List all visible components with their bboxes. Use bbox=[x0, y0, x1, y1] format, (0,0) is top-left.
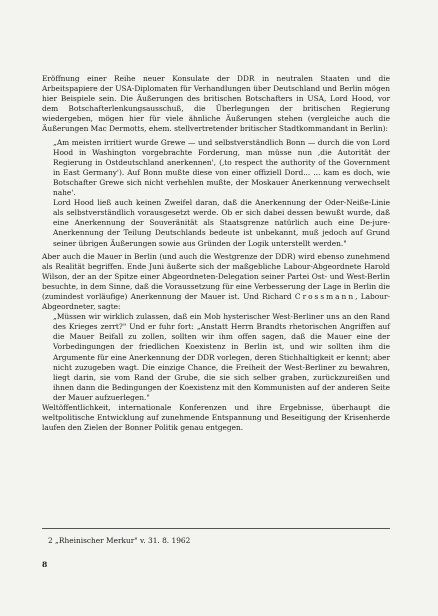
paragraph-1: Eröffnung einer Reihe neuer Konsulate der DDR in neutralen Staaten und die Arbeitspapiere der USA-Diplomaten für Verhandlungen über Deutschland und Berlin mögen hier Beispiele sein. Die Äußerungen des britischen Botschafters in USA, Lord Hood, vor dem Botschafterlenkungsausschuß, die Überlegungen der britischen Regierung wiedergeben, mögen hier für viele ähnliche Äußerungen stehen (vergleiche auch die Äußerungen Mac Dermotts, ehem. stellvertretender britischer Stadtkommandant in Berlin): bbox=[42, 74, 390, 134]
paragraph-3: Weltöffentlichkeit, internationale Konferenzen und ihre Ergebnisse, überhaupt die weltpolitische Entwicklung auf zunehmende Entspannung und Beseitigung der Krisenherde laufen den Zielen der Bonner Politik genau entgegen. bbox=[42, 403, 390, 433]
footnote: 2 „Rheinischer Merkur" v. 31. 8. 1962 bbox=[48, 536, 191, 545]
quote-3: „Müssen wir wirklich zulassen, daß ein Mob hysterischer West-Berliner uns an den Rand des Krieges zerrt?" Und er fuhr fort: „Anstatt Herrn Brandts rhetorischen Angriffen auf die Mauer Beifall zu zollen, sollten wir ihm offen sagen, daß die Mauer eine der Vorbedingungen der friedlichen Koexistenz in Berlin ist, und wir sollten ihm die Argumente für eine Anerkennung der DDR vorlegen, deren Stichhaltigkeit er kennt; aber nicht zuzugeben wagt. Die einzige Chance, die Freiheit der West-Berliner zu bewahren, liegt darin, sie vom Rand der Grube, die sie sich selber graben, zurückzureißen und ihnen dann die Bedingungen der Koexistenz mit den Kommunisten auf der anderen Seite der Mauer aufzuerlegen." bbox=[53, 312, 390, 402]
quote-2: Lord Hood ließ auch keinen Zweifel daran, daß die Anerkennung der Oder-Neiße-Linie als selbstverständlich vorausgesetzt werde. Ob er sich dabei dessen bewußt wurde, daß eine Anerkennung der Souveränität als Staatsgrenze natürlich auch eine De-jure-Anerkennung der Teilung Deutschlands bedeute ist unbekannt, muß jedoch auf Grund seiner übrigen Äußerungen sowie aus Gründen der Logik unterstellt werden." bbox=[53, 198, 390, 248]
body-text bbox=[42, 74, 390, 433]
paragraph-2-end: , Labour-Abgeordneter, sagte: bbox=[42, 291, 390, 312]
footnote-divider bbox=[42, 528, 390, 529]
quote-1: „Am meisten irritiert wurde Grewe — und selbstverständlich Bonn — durch die von Lord Hood in Washington vorgebrachte Forderung, man müsse nun ,die Autorität der Regierung in Ostdeutschland anerkennen', (,to respect the authority of the Government in East Germany'). Auf Bonn mußte diese von einer offiziell Dord... ... kam es doch, wie Botschafter Grewe sich nicht verhehlen mußte, der Moskauer Anerkennung verwechselt nahe'. bbox=[53, 137, 390, 198]
name-crossmann: Crossmann bbox=[294, 291, 356, 301]
paragraph-2-text: Aber auch die Mauer in Berlin (und auch die Westgrenze der DDR) wird ebenso zunehmend als Realität begriffen. Ende Juni äußerte sich der maßgebliche Labour-Abgeordnete Harold Wilson, der an der Spitze einer Abgeordneten-Delegation seiner Partei Ost- und West-Berlin besuchte, in dem Sinne, daß die Voraussetzung für eine Verbesserung der Lage in Berlin die (zumindest vorläufige) Anerkennung der Mauer ist. Und Richard bbox=[42, 251, 390, 301]
paragraph-2 bbox=[42, 252, 390, 313]
page-number: 8 bbox=[42, 560, 48, 569]
